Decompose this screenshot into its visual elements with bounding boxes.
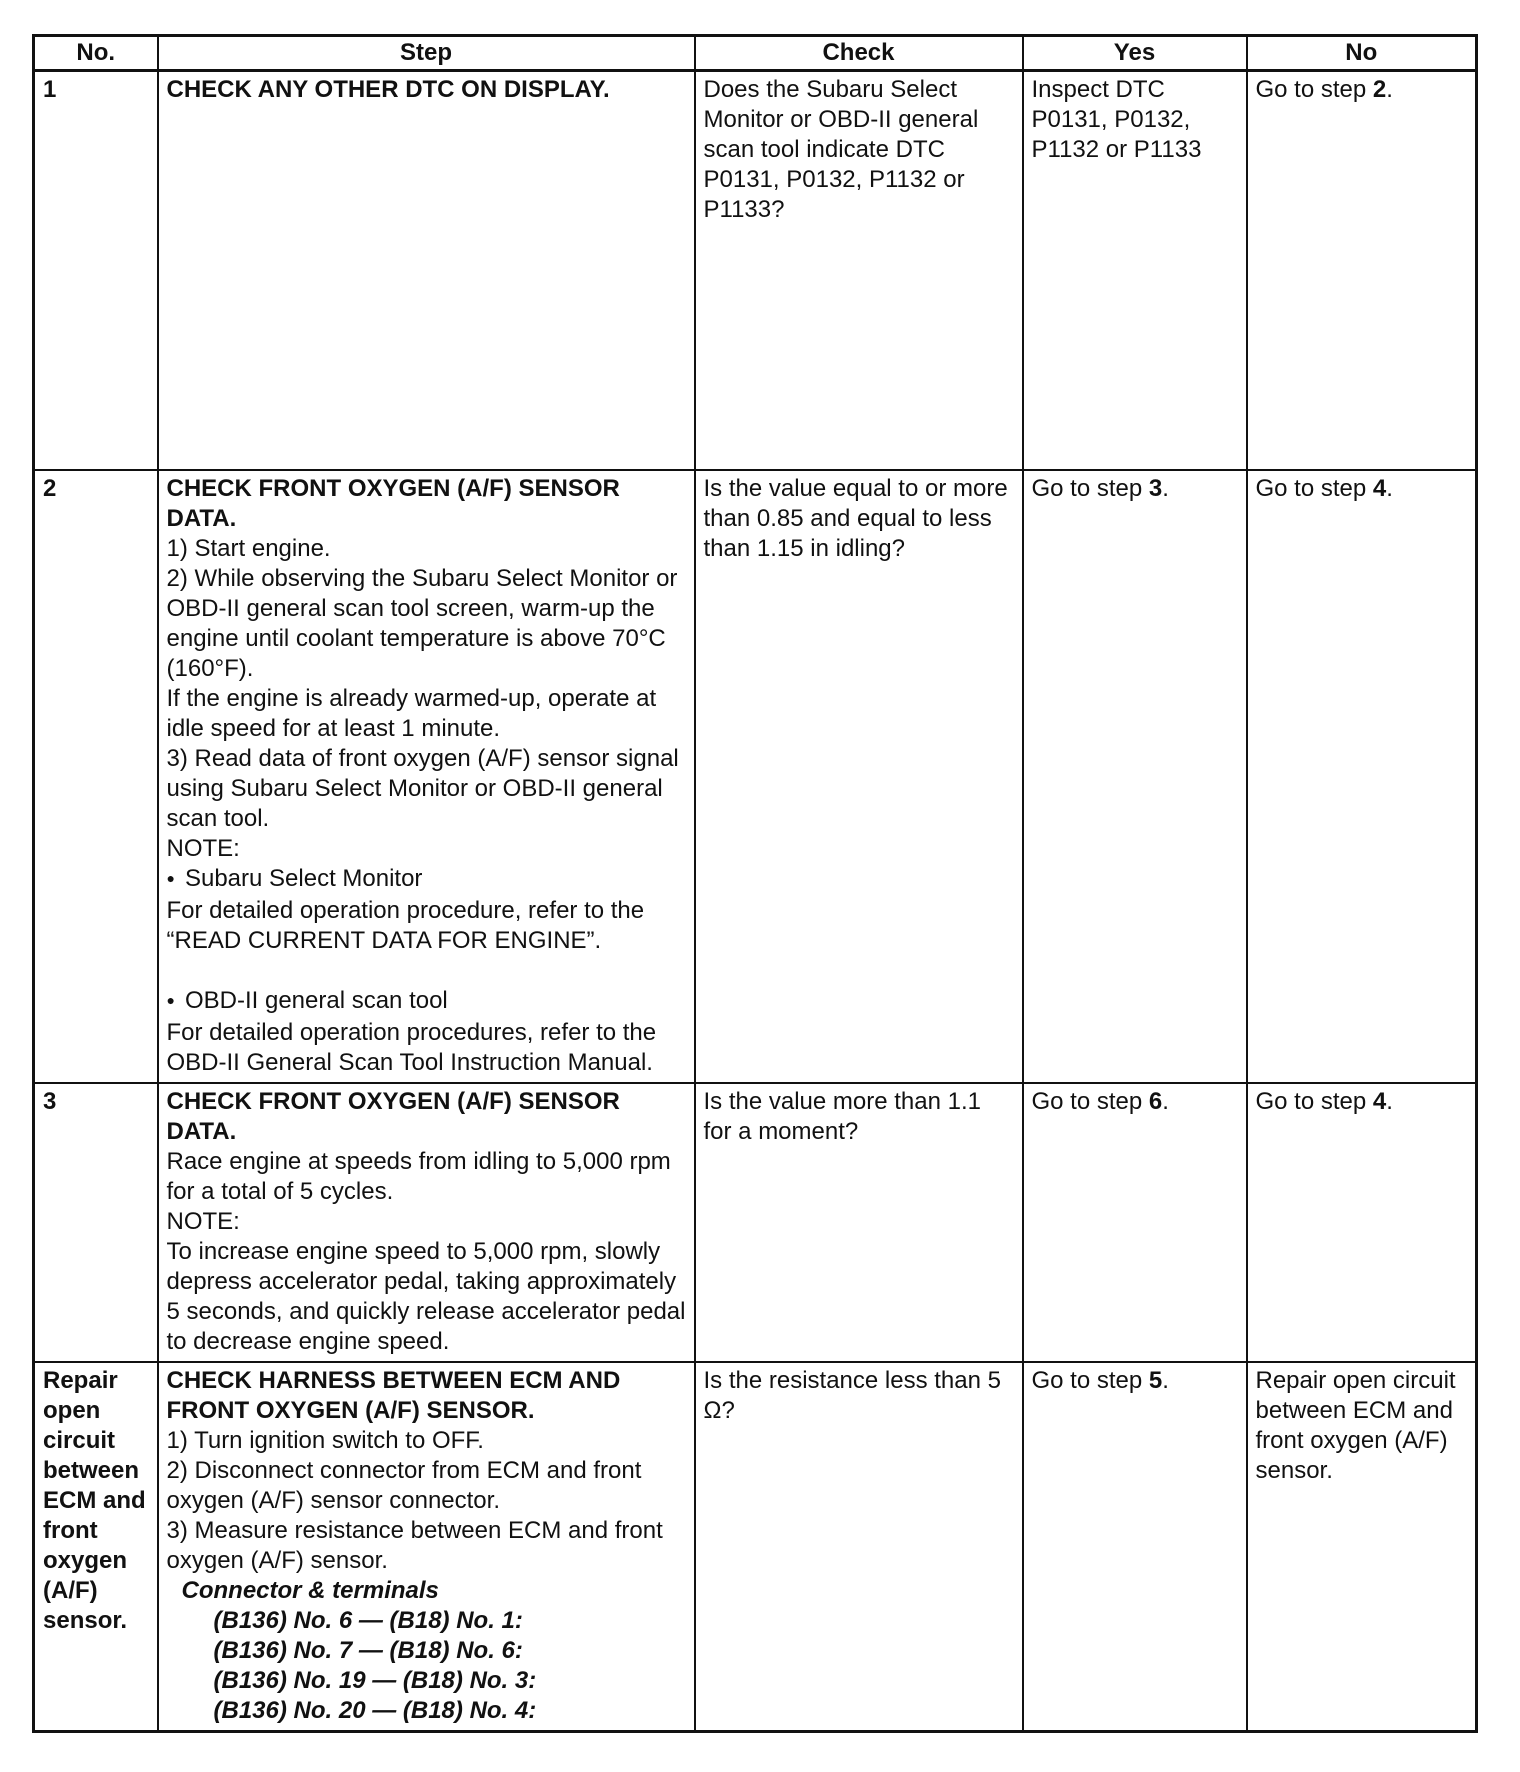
header-no-result: No (1247, 36, 1477, 71)
yes-step-ref: 3 (1148, 475, 1163, 502)
yes-prefix: Go to step (1031, 1088, 1149, 1115)
step-line: Race engine at speeds from idling to 5,000 rpm for a total of 5 cycles. (166, 1148, 671, 1205)
no-cell (1247, 1083, 1477, 1362)
check-cell: Is the value more than 1.1 for a moment? (695, 1083, 1023, 1362)
no-step-ref: 4 (1372, 1088, 1387, 1115)
table-row (34, 470, 1477, 1083)
step-cell (158, 1362, 695, 1732)
step-line: 1) Turn ignition switch to OFF. (166, 1427, 484, 1454)
yes-cell (1023, 1362, 1247, 1732)
yes-suffix: . (1162, 1088, 1169, 1115)
step-cell (158, 71, 695, 471)
step-note-label: NOTE: (166, 1208, 240, 1235)
yes-cell: Inspect DTC P0131, P0132, P1132 or P1133 (1023, 71, 1247, 471)
no-prefix: Go to step (1255, 1088, 1373, 1115)
step-line: 1) Start engine. (166, 535, 331, 562)
no-prefix: Go to step (1255, 76, 1373, 103)
check-cell: Is the value equal to or more than 0.85 and equal to less than 1.15 in idling? (695, 470, 1023, 1083)
step-title: CHECK FRONT OXYGEN (A/F) SENSOR DATA. (166, 475, 620, 532)
row-number: Repair open circuit between ECM and front oxygen (A/F) sensor. (34, 1362, 158, 1732)
check-cell: Is the resistance less than 5 Ω? (695, 1362, 1023, 1732)
step-cell (158, 470, 695, 1083)
no-suffix: . (1386, 76, 1393, 103)
yes-step-ref: 5 (1148, 1367, 1163, 1394)
spacer (167, 956, 686, 986)
connector-terminal: (B136) No. 7 — (B18) No. 6: (213, 1637, 523, 1664)
yes-prefix: Go to step (1031, 1367, 1149, 1394)
yes-step-ref: 6 (1148, 1088, 1163, 1115)
connector-heading: Connector & terminals (181, 1577, 439, 1604)
check-cell: Does the Subaru Select Monitor or OBD-II general scan tool indicate DTC P0131, P0132, P1132 or P1133? (695, 71, 1023, 471)
no-cell (1247, 470, 1477, 1083)
connector-terminal: (B136) No. 20 — (B18) No. 4: (213, 1697, 537, 1724)
yes-cell (1023, 470, 1247, 1083)
step-title: CHECK FRONT OXYGEN (A/F) SENSOR DATA. (166, 1088, 620, 1145)
step-title: CHECK HARNESS BETWEEN ECM AND FRONT OXYGEN (A/F) SENSOR. (166, 1367, 621, 1424)
bullet-text: For detailed operation procedure, refer to the “READ CURRENT DATA FOR ENGINE”. (166, 897, 645, 954)
yes-suffix: . (1162, 1367, 1169, 1394)
header-no: No. (34, 36, 158, 71)
no-cell: Repair open circuit between ECM and front oxygen (A/F) sensor. (1247, 1362, 1477, 1732)
step-note-label: NOTE: (166, 835, 240, 862)
step-line: 2) While observing the Subaru Select Monitor or OBD-II general scan tool screen, warm-up the engine until coolant temperature is above 70°C (160°F). (166, 565, 678, 682)
bullet-item: ● Subaru Select Monitor (167, 864, 686, 896)
step-line: 2) Disconnect connector from ECM and front oxygen (A/F) sensor connector. (166, 1457, 642, 1514)
step-line: 3) Measure resistance between ECM and front oxygen (A/F) sensor. (166, 1517, 663, 1574)
header-yes: Yes (1023, 36, 1247, 71)
table-header-row (34, 36, 1477, 71)
yes-prefix: Go to step (1031, 475, 1149, 502)
bullet-text: For detailed operation procedures, refer to the OBD-II General Scan Tool Instruction Manual. (166, 1019, 657, 1076)
no-suffix: . (1386, 475, 1393, 502)
yes-suffix: . (1162, 475, 1169, 502)
no-step-ref: 2 (1372, 76, 1387, 103)
diagnostic-procedure-page (32, 34, 1475, 1733)
connector-terminal: (B136) No. 19 — (B18) No. 3: (213, 1667, 537, 1694)
step-line: If the engine is already warmed-up, operate at idle speed for at least 1 minute. (166, 685, 657, 742)
row-number: 3 (34, 1083, 158, 1362)
header-step: Step (158, 36, 695, 71)
no-suffix: . (1386, 1088, 1393, 1115)
row-number: 1 (34, 71, 158, 471)
step-line: To increase engine speed to 5,000 rpm, slowly depress accelerator pedal, taking approximately 5 seconds, and quickly release accelerator pedal to decrease engine speed. (166, 1238, 686, 1355)
yes-cell (1023, 1083, 1247, 1362)
table-row (34, 71, 1477, 471)
no-cell (1247, 71, 1477, 471)
bullet-item: ● OBD-II general scan tool (167, 986, 686, 1018)
header-check: Check (695, 36, 1023, 71)
step-line: 3) Read data of front oxygen (A/F) sensor signal using Subaru Select Monitor or OBD-II general scan tool. (166, 745, 679, 832)
table-row (34, 1362, 1477, 1732)
diagnostic-table (32, 34, 1478, 1733)
table-row (34, 1083, 1477, 1362)
step-cell (158, 1083, 695, 1362)
connector-terminal: (B136) No. 6 — (B18) No. 1: (213, 1607, 523, 1634)
row-number: 2 (34, 470, 158, 1083)
step-title: CHECK ANY OTHER DTC ON DISPLAY. (166, 76, 610, 103)
no-step-ref: 4 (1372, 475, 1387, 502)
no-prefix: Go to step (1255, 475, 1373, 502)
